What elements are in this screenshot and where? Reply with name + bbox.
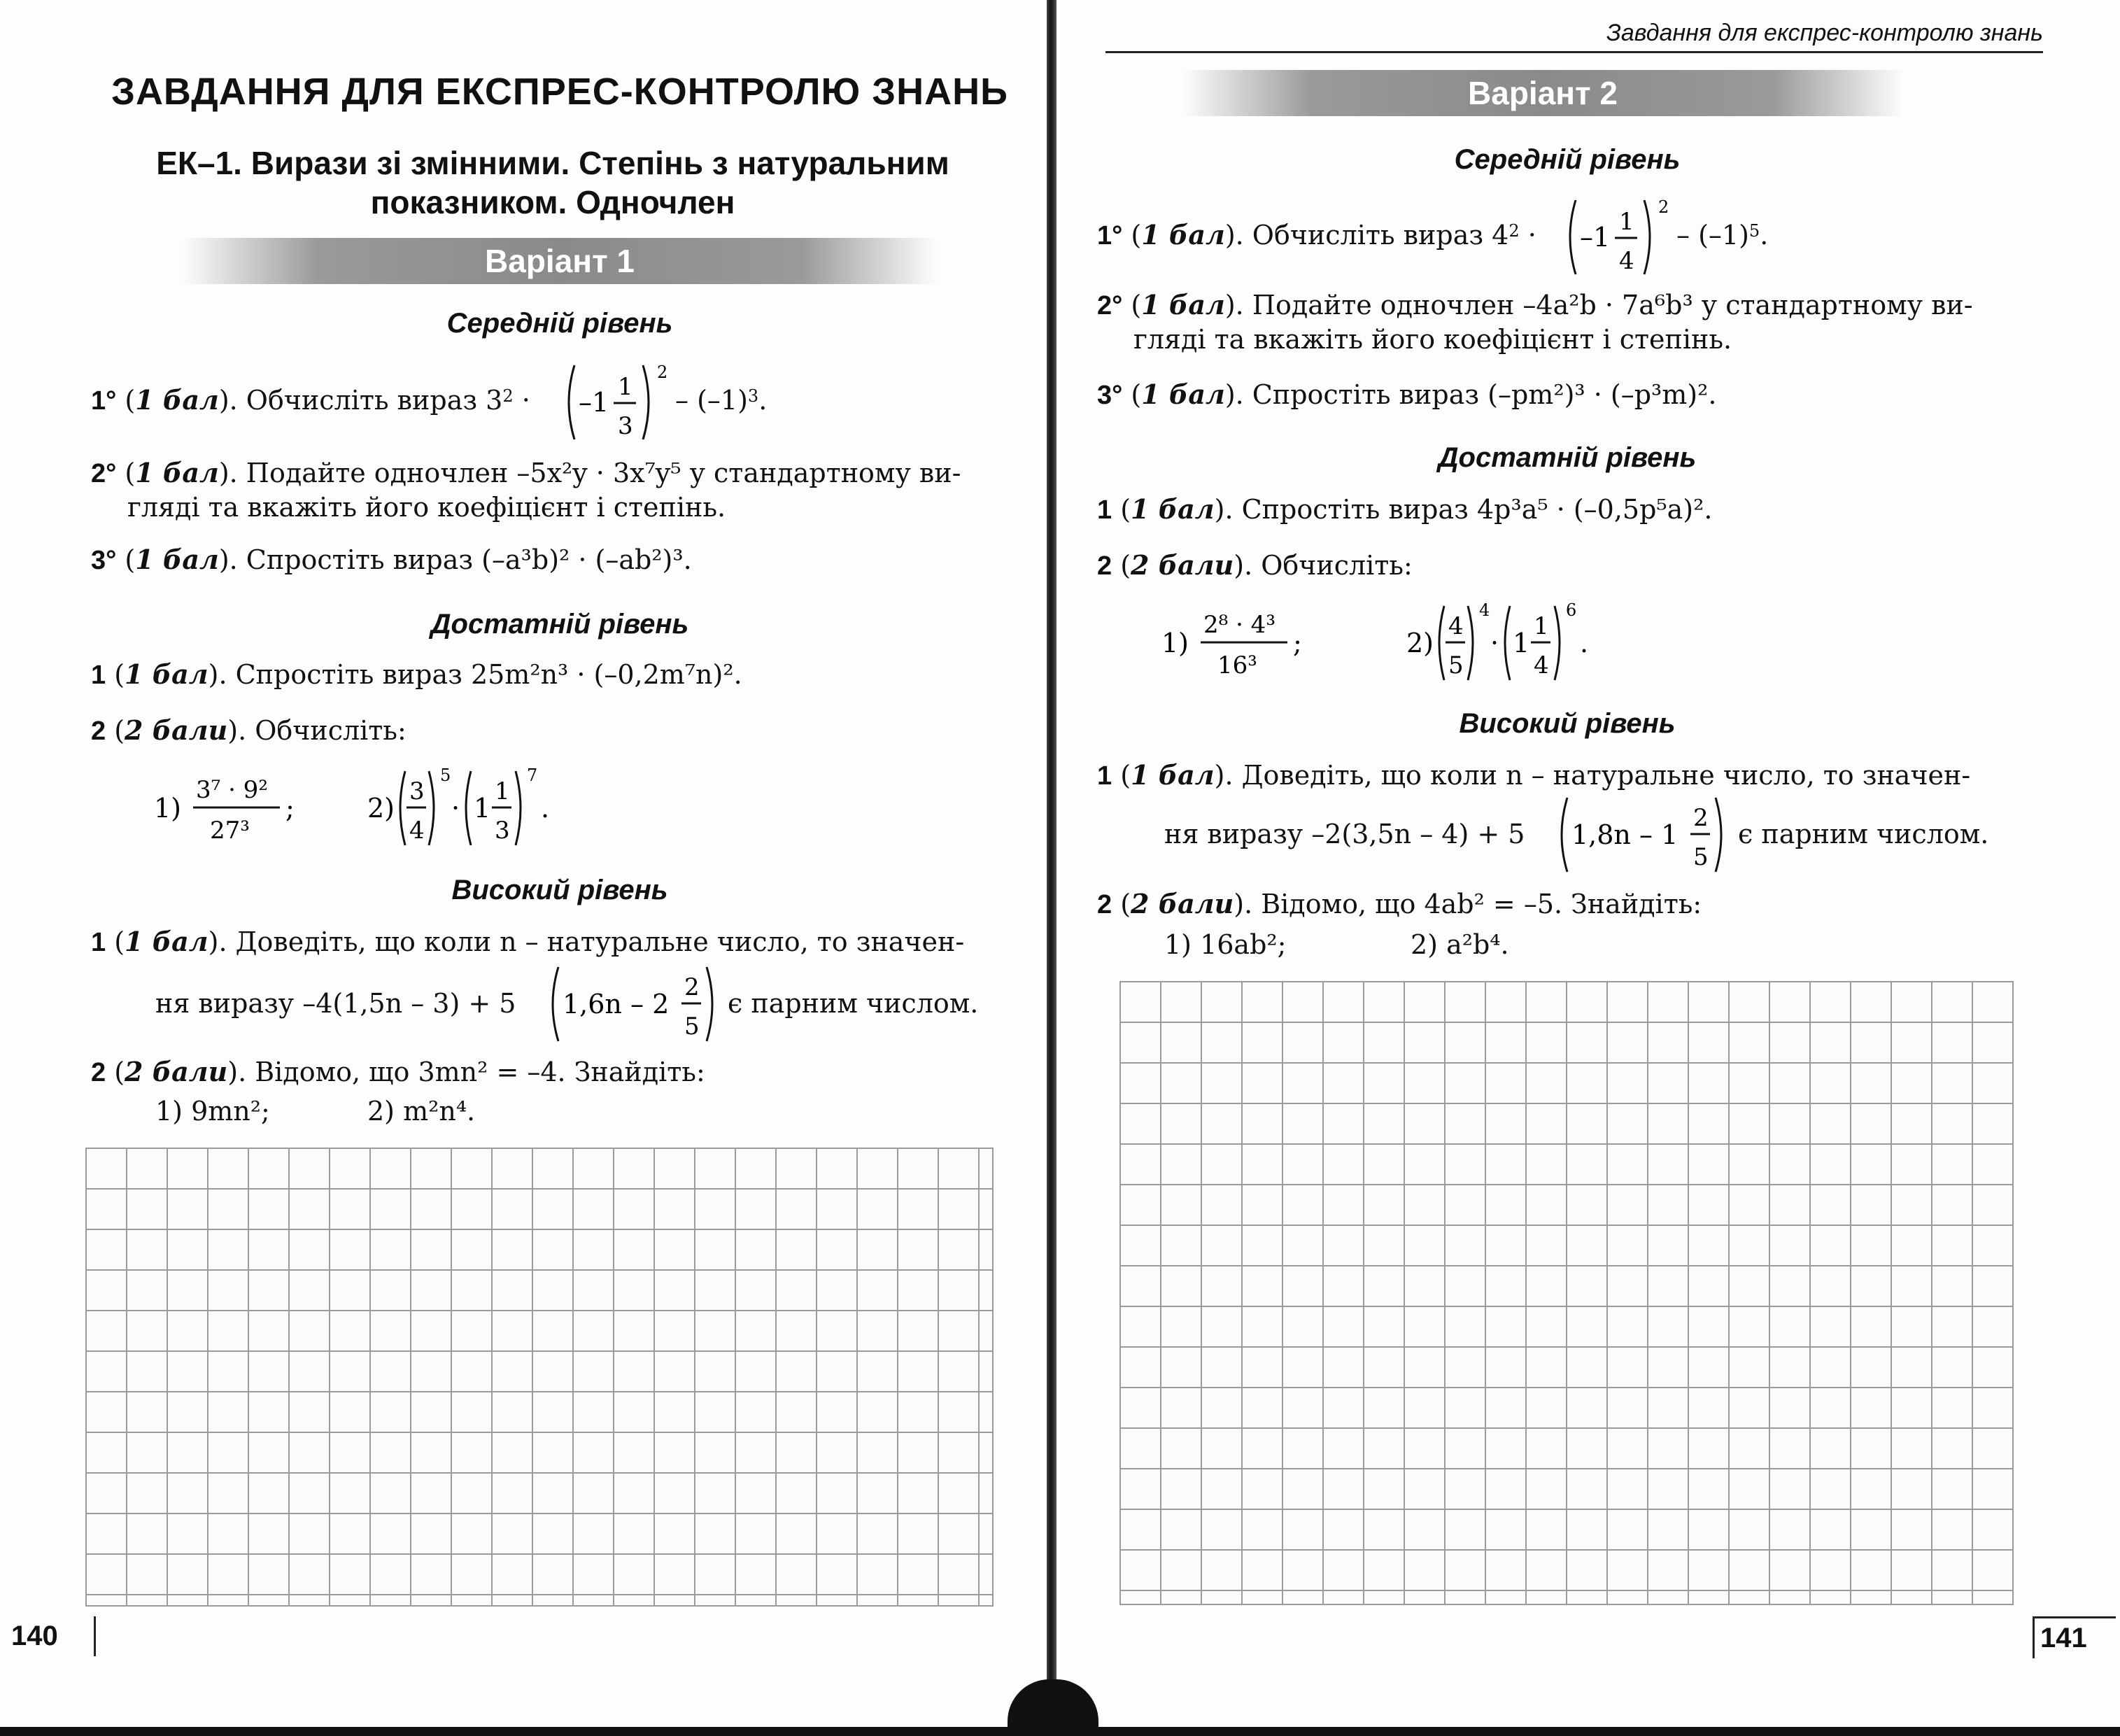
exponent: 2	[502, 386, 514, 406]
paren-mixed-h1-left	[547, 959, 729, 1050]
answer-grid-left[interactable]	[85, 1148, 994, 1607]
frac-den: 16³	[1217, 651, 1257, 679]
page-number-right: 141	[2033, 1616, 2116, 1658]
inner-expr: 1,8n – 1	[1571, 819, 1679, 850]
inner-expr: 1,6n – 2	[563, 989, 670, 1019]
task-points: 2 бали	[125, 714, 228, 746]
paren-exp: 2	[657, 362, 668, 382]
task-text: . Відомо, що 4ab² = –5. Знайдіть:	[1244, 889, 1702, 919]
level-medium-heading: Середній рівень	[446, 308, 673, 339]
item-end: ;	[285, 793, 295, 824]
task-1-high-right-line2a: ня виразу –2(3,5n – 4) + 5	[1164, 819, 1525, 849]
task-points: 1 бал	[1131, 759, 1215, 791]
task-2-high: 2 (2 бали). Відомо, що 3mn² = –4. Знайдіть:	[91, 1056, 705, 1087]
task-number: 3°	[1097, 381, 1123, 410]
mixed-fraction-paren-right-t1	[1564, 192, 1669, 283]
task-number: 1°	[1097, 221, 1123, 250]
task-2-high-right-opt2: 2) a²b⁴.	[1411, 929, 1509, 960]
mixed-fraction-paren-left-t1	[563, 357, 668, 448]
task-text: . Спростіть вираз 25m²n³ · (–0,2m⁷n)².	[218, 659, 742, 690]
task-text-line1: . Доведіть, що коли n – натуральне число, то значен-	[218, 926, 965, 957]
fraction-item-2	[367, 763, 605, 854]
paren-exp: 7	[527, 765, 538, 785]
frac-num: 2⁸ · 4³	[1203, 611, 1275, 639]
item-label: 2)	[367, 793, 395, 824]
frac-den: 5	[1448, 651, 1464, 679]
task-number: 2°	[1097, 291, 1123, 320]
exponent: 2	[1508, 221, 1520, 241]
task-text: . Обчисліть вираз 4	[1235, 220, 1509, 250]
level-medium-heading-right: Середній рівень	[1454, 144, 1681, 175]
frac-num: 2	[684, 973, 700, 1001]
task-2-medium-right: 2° (1 бал). Подайте одночлен –4a²b · 7a⁶b³ у стандартному ви- гляді та вкажіть його коефіцієнт і степінь.	[1097, 289, 1973, 355]
task-text: . Спростіть вираз 4p³a⁵ · (–0,5p⁵a)².	[1224, 494, 1713, 525]
task-number: 1	[91, 928, 106, 957]
frac-num: 4	[1448, 612, 1464, 640]
level-sufficient-heading-right: Достатній рівень	[1438, 442, 1697, 473]
task-points: 1 бал	[1141, 219, 1225, 250]
fraction-item-2-right	[1406, 598, 1644, 689]
task-points: 2 бали	[125, 1056, 228, 1087]
task-1-medium-right: 1° (1 бал). Обчисліть вираз $4^2$ ·	[1097, 219, 1536, 250]
book-spine	[1047, 0, 1057, 1736]
task-end: .	[758, 385, 768, 416]
task-3-medium-right: 3° (1 бал). Спростіть вираз (–pm²)³ · (–p³m)².	[1097, 379, 1717, 410]
task-2-high-opt1: 1) 9mn²;	[155, 1096, 270, 1127]
level-high-heading: Високий рівень	[451, 875, 668, 905]
task-text-line1: . Подайте одночлен –4a²b · 7a⁶b³ у стандартному ви-	[1235, 290, 1973, 320]
task-number: 1	[91, 661, 106, 690]
frac-num: 3	[409, 777, 425, 805]
task-text-line2: гляді та вкажіть його коефіцієнт і степінь.	[127, 492, 726, 523]
frac-den: 3	[495, 817, 510, 845]
task-text: . Відомо, що 3mn² = –4. Знайдіть:	[238, 1057, 705, 1087]
section-title-line2: показником. Одночлен	[370, 184, 735, 220]
task-text: . Обчисліть вираз 3	[229, 385, 503, 416]
item-label: 1)	[154, 793, 182, 824]
task-points: 1 бал	[1131, 493, 1215, 525]
task-number: 2	[91, 1058, 106, 1087]
variant-2-banner: Варіант 2	[1182, 70, 1903, 116]
frac-den: 3	[618, 412, 633, 440]
page-number-left: 140	[6, 1616, 96, 1656]
left-page	[0, 0, 1050, 1736]
task-text-line1: . Доведіть, що коли n – натуральне число, то значен-	[1224, 760, 1971, 791]
task-points: 1 бал	[125, 926, 209, 957]
frac-num: 3⁷ · 9²	[196, 776, 268, 804]
item-label: 1)	[1161, 628, 1189, 658]
task-2-high-right: 2 (2 бали). Відомо, що 4ab² = –5. Знайдіть:	[1097, 888, 1702, 919]
task-text: . Обчисліть:	[1244, 550, 1413, 581]
main-title: ЗАВДАННЯ ДЛЯ ЕКСПРЕС-КОНТРОЛЮ ЗНАНЬ	[111, 71, 1008, 113]
item-end: .	[1580, 628, 1589, 658]
frac-den: 4	[1534, 651, 1549, 679]
paren-mixed-h1-right	[1556, 789, 1738, 880]
frac-den: 4	[1619, 247, 1634, 275]
task-number: 3°	[91, 546, 117, 575]
frac-num: 1	[618, 373, 633, 401]
task-1-sufficient: 1 (1 бал). Спростіть вираз 25m²n³ · (–0,2m⁷n)².	[91, 658, 742, 690]
section-title	[112, 143, 994, 222]
svg-text:·: ·	[451, 793, 460, 824]
variant-1-banner: Варіант 1	[182, 238, 938, 284]
frac-den: 4	[409, 817, 425, 845]
task-points: 1 бал	[135, 457, 219, 488]
task-points: 1 бал	[135, 544, 219, 575]
task-points: 1 бал	[1141, 379, 1225, 410]
task-text: . Обчисліть:	[238, 715, 407, 746]
task-2-medium: 2° (1 бал). Подайте одночлен –5x²y · 3x⁷y⁵ у стандартному ви- гляді та вкажіть його коефіцієнт і степінь.	[91, 457, 961, 523]
task-2-sufficient: 2 (2 бали). Обчисліть:	[91, 714, 407, 746]
task-1-tail	[675, 383, 767, 417]
fraction-item-1	[154, 763, 329, 854]
tail-exp: 5	[1748, 221, 1760, 241]
task-number: 2	[91, 717, 106, 746]
task-1-tail-right	[1676, 218, 1768, 252]
paren-exp: 5	[440, 765, 451, 785]
mixed-whole: –1	[579, 387, 609, 418]
frac-num: 2	[1693, 804, 1709, 832]
task-number: 2	[1097, 551, 1112, 581]
task-2-sufficient-right: 2 (2 бали). Обчисліть:	[1097, 549, 1413, 581]
section-title-line1: ЕК–1. Вирази зі змінними. Степінь з натуральним	[156, 145, 949, 181]
item-label: 2)	[1406, 628, 1434, 658]
task-tail: – (–1)	[1676, 220, 1749, 250]
bottom-edge-shadow	[0, 1727, 2120, 1736]
task-number: 1	[1097, 761, 1112, 791]
paren-exp: 4	[1479, 600, 1490, 620]
task-points: 1 бал	[125, 658, 209, 690]
task-points: 2 бали	[1131, 549, 1234, 581]
task-tail: – (–1)	[675, 385, 748, 416]
task-points: 1 бал	[1141, 289, 1225, 320]
task-number: 2	[1097, 890, 1112, 919]
task-1-high: 1 (1 бал). Доведіть, що коли n – натуральне число, то значен-	[91, 926, 965, 957]
task-1-high-line2a: ня виразу –4(1,5n – 3) + 5	[155, 988, 516, 1019]
paren-exp: 2	[1658, 197, 1669, 217]
task-number: 1°	[91, 386, 117, 416]
task-text-line1: . Подайте одночлен –5x²y · 3x⁷y⁵ у стандартному ви-	[229, 458, 961, 488]
task-points: 1 бал	[135, 384, 219, 416]
task-number: 1	[1097, 495, 1112, 525]
frac-den: 5	[1693, 843, 1709, 871]
task-1-sufficient-right: 1 (1 бал). Спростіть вираз 4p³a⁵ · (–0,5p⁵a)².	[1097, 493, 1713, 525]
task-2-high-right-opt1: 1) 16ab²;	[1164, 929, 1287, 960]
task-2-high-opt2: 2) m²n⁴.	[367, 1096, 476, 1127]
svg-text:·: ·	[1490, 628, 1499, 658]
fraction-item-1-right	[1161, 598, 1336, 689]
task-3-medium: 3° (1 бал). Спростіть вираз (–a³b)² · (–ab²)³.	[91, 544, 692, 575]
item-end: .	[541, 793, 550, 824]
task-text: . Спростіть вираз (–pm²)³ · (–p³m)².	[1235, 379, 1717, 410]
frac-den: 27³	[210, 817, 250, 845]
tail-exp: 3	[747, 386, 759, 406]
task-1-high-right: 1 (1 бал). Доведіть, що коли n – натуральне число, то значен-	[1097, 759, 1971, 791]
item-end: ;	[1293, 628, 1302, 658]
frac-den: 5	[684, 1012, 700, 1040]
mixed-whole: 1	[1513, 628, 1530, 658]
frac-num: 1	[1534, 612, 1549, 640]
mixed-whole: –1	[1580, 222, 1611, 253]
task-end: .	[1760, 220, 1769, 250]
running-header: Завдання для експрес-контролю знань	[1105, 20, 2043, 53]
task-points: 2 бали	[1131, 888, 1234, 919]
frac-num: 1	[1619, 208, 1634, 236]
task-1-high-line2b: є парним числом.	[728, 988, 979, 1019]
level-sufficient-heading: Достатній рівень	[430, 609, 689, 640]
mixed-whole: 1	[474, 793, 491, 824]
task-text: . Спростіть вираз (–a³b)² · (–ab²)³.	[229, 544, 692, 575]
level-high-heading-right: Високий рівень	[1459, 708, 1676, 739]
paren-exp: 6	[1566, 600, 1577, 620]
task-1-high-right-line2b: є парним числом.	[1738, 819, 1989, 849]
frac-num: 1	[495, 777, 510, 805]
answer-grid-right[interactable]	[1119, 981, 2014, 1605]
task-text-line2: гляді та вкажіть його коефіцієнт і степінь.	[1133, 324, 1732, 355]
task-number: 2°	[91, 459, 117, 488]
task-1-medium: 1° (1 бал). Обчисліть вираз $3^2$ ·	[91, 384, 530, 416]
